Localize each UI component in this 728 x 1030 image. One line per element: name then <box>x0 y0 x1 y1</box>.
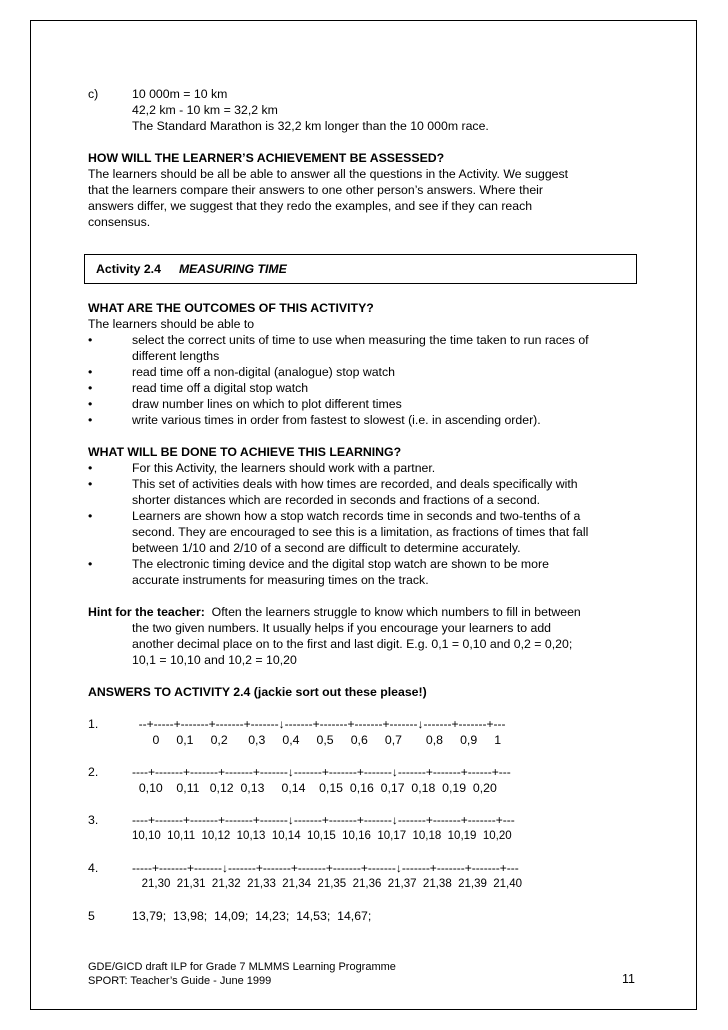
answer-values: 13,79; 13,98; 14,09; 14,23; 14,53; 14,67; <box>132 909 372 923</box>
bullet: • <box>88 413 93 427</box>
hint-line: the two given numbers. It usually helps if you encourage your learners to add <box>132 621 552 635</box>
list-item <box>88 476 648 508</box>
part-c <box>88 86 648 134</box>
list-item-text: Learners are shown how a stop watch records time in seconds and two-tenths of a <box>132 509 581 523</box>
list-item-text: This set of activities deals with how times are recorded, and deals specifically with <box>132 477 578 491</box>
hint-line: another decimal place on to the first and last digit. E.g. 0,1 = 0,10 and 0,2 = 0,20; <box>132 637 573 651</box>
list-item <box>88 364 648 380</box>
answer-number: 1. <box>88 717 99 731</box>
hint-line: 10,1 = 10,10 and 10,2 = 10,20 <box>132 653 297 667</box>
bullet: • <box>88 397 93 411</box>
number-line-labels: 0 0,1 0,2 0,3 0,4 0,5 0,6 0,7 0,8 0,9 1 <box>132 733 502 747</box>
activity-number: Activity 2.4 <box>96 262 161 276</box>
page-number: 11 <box>622 972 635 986</box>
activity-title: MEASURING TIME <box>178 262 287 276</box>
list-item-text: accurate instruments for measuring times on the track. <box>132 573 429 587</box>
list-item-text: different lengths <box>132 349 220 363</box>
answer-item <box>88 908 648 924</box>
part-c-line: The Standard Marathon is 32,2 km longer than the 10 000m race. <box>132 119 489 133</box>
bullet: • <box>88 365 93 379</box>
bullet: • <box>88 461 93 475</box>
list-item-text: draw number lines on which to plot different times <box>132 397 402 411</box>
answer-number: 2. <box>88 765 99 779</box>
list-item-text: select the correct units of time to use when measuring the time taken to run races of <box>132 333 589 347</box>
number-line: ----+-------+-------+-------+-------↓-------+-------+-------↓-------+-------+-------+--- <box>132 813 515 827</box>
bullet: • <box>88 381 93 395</box>
list-item <box>88 396 648 412</box>
outcomes-heading: WHAT ARE THE OUTCOMES OF THIS ACTIVITY? <box>88 301 374 315</box>
bullet: • <box>88 333 93 347</box>
part-c-label: c) <box>88 87 99 101</box>
list-item <box>88 508 648 556</box>
hint-paragraph <box>88 604 648 620</box>
bullet: • <box>88 557 93 571</box>
list-item-text: shorter distances which are recorded in seconds and fractions of a second. <box>132 493 541 507</box>
achieve-heading: WHAT WILL BE DONE TO ACHIEVE THIS LEARNING? <box>88 445 402 459</box>
number-line: ----+-------+-------+-------+-------↓-------+-------+-------↓-------+-------+------+--- <box>132 765 511 779</box>
answer-item <box>88 860 648 892</box>
list-item <box>88 460 648 476</box>
answer-number: 3. <box>88 813 99 827</box>
page-content <box>88 86 648 924</box>
list-item <box>88 332 648 364</box>
number-line: --+-----+-------+-------+-------↓-------+-------+-------+-------↓-------+-------+--- <box>132 717 506 731</box>
part-c-line: 10 000m = 10 km <box>132 87 228 101</box>
number-line-labels: 21,30 21,31 21,32 21,33 21,34 21,35 21,36 21,37 21,38 21,39 21,40 <box>132 878 523 890</box>
assessment-line: answers differ, we suggest that they redo the examples, and see if they can reach <box>88 199 533 213</box>
answer-item <box>88 716 648 748</box>
bullet: • <box>88 509 93 523</box>
outcomes-intro: The learners should be able to <box>88 317 255 331</box>
list-item <box>88 556 648 588</box>
hint-first: Often the learners struggle to know which numbers to fill in between <box>204 605 581 619</box>
assessment-line: that the learners compare their answers to one other person’s answers. Where their <box>88 183 543 197</box>
answer-number: 5 <box>88 909 95 923</box>
answers-heading: ANSWERS TO ACTIVITY 2.4 (jackie sort out these please!) <box>88 685 427 699</box>
answer-item <box>88 764 648 796</box>
list-item-text: between 1/10 and 2/10 of a second are difficult to determine accurately. <box>132 541 521 555</box>
list-item-text: read time off a digital stop watch <box>132 381 309 395</box>
footer <box>88 960 648 988</box>
bullet: • <box>88 477 93 491</box>
part-c-line: 42,2 km - 10 km = 32,2 km <box>132 103 278 117</box>
assessment-line: consensus. <box>88 215 151 229</box>
number-line-labels: 0,10 0,11 0,12 0,13 0,14 0,15 0,16 0,17 0,18 0,19 0,20 <box>132 781 497 795</box>
list-item-text: write various times in order from fastest to slowest (i.e. in ascending order). <box>132 413 541 427</box>
assessment-line: The learners should be all be able to answer all the questions in the Activity. We suggest <box>88 167 569 181</box>
number-line: -----+-------+-------↓-------+-------+-------+-------+-------↓-------+-------+-------+--- <box>132 861 519 875</box>
answer-item <box>88 812 648 844</box>
answer-number: 4. <box>88 861 99 875</box>
list-item-text: For this Activity, the learners should work with a partner. <box>132 461 436 475</box>
footer-line: GDE/GICD draft ILP for Grade 7 MLMMS Learning Programme <box>88 961 396 973</box>
list-item <box>88 412 648 428</box>
list-item-text: The electronic timing device and the digital stop watch are shown to be more <box>132 557 549 571</box>
list-item-text: second. They are encouraged to see this is a limitation, as fractions of times that fall <box>132 525 589 539</box>
list-item-text: read time off a non-digital (analogue) stop watch <box>132 365 395 379</box>
list-item <box>88 380 648 396</box>
assessment-heading: HOW WILL THE LEARNER’S ACHIEVEMENT BE ASSESSED? <box>88 151 445 165</box>
number-line-labels: 10,10 10,11 10,12 10,13 10,14 10,15 10,16 10,17 10,18 10,19 10,20 <box>132 830 512 842</box>
hint-label: Hint for the teacher: <box>88 605 205 619</box>
footer-line: SPORT: Teacher’s Guide - June 1999 <box>88 975 272 987</box>
activity-box <box>84 254 637 284</box>
